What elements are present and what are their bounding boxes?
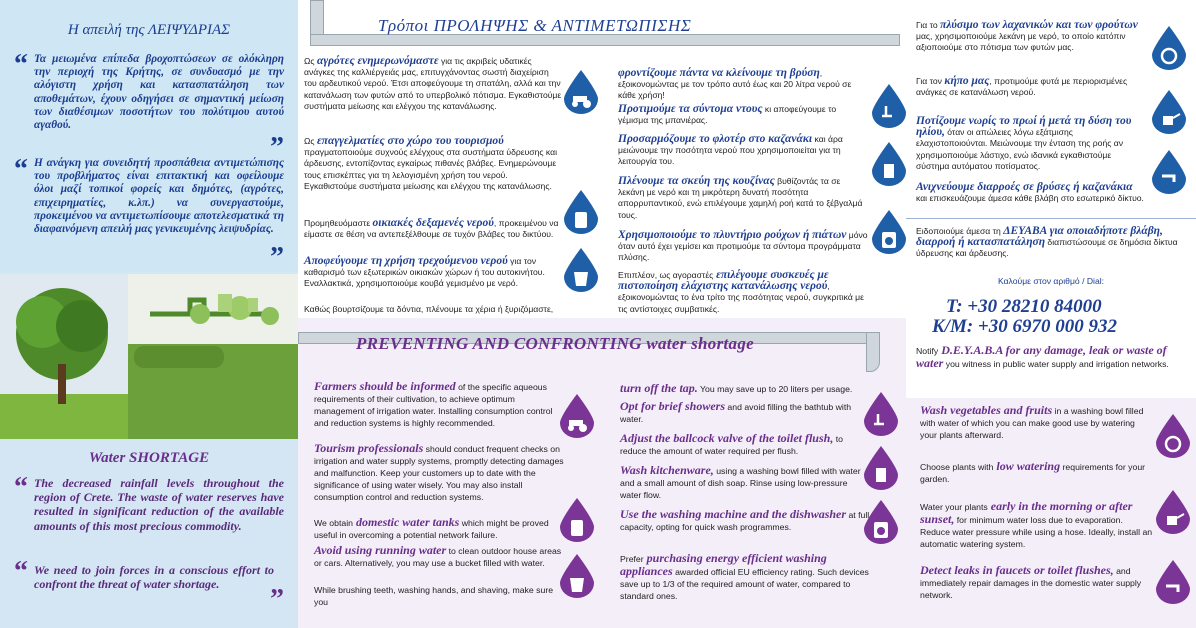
toilet-icon [872,142,906,191]
call-label: Καλούμε στον αριθμό / Dial: [997,276,1105,286]
list-item: Farmers should be informed of the specific aqueous requirements of their cultivation, to achieve optimum management of irrigation water. Installing consumption control and reduction systems is highly recommended. [314,379,553,428]
list-item: Καθώς βουρτσίζουμε τα δόντια, πλένουμε τα χέρια ή ξυριζόμαστε, [304,304,554,314]
phone-landline[interactable]: T: +30 28210 84000 [946,296,1102,317]
shower-icon [872,84,906,133]
watering-can-icon [1152,90,1186,139]
para-threat-gr-2: Η ανάγκη για συνειδητή προσπάθεια αντιμετώπισης του προβλήματος είναι επιτακτική και οφείλουμε όλοι μαζί τοπικοί φορείς και δημότες, (αγρότες, επιχειρηματίες, κ.λπ.) να συνεργαστούμε, προκειμένου να αντιμετωπίσουμε αποτελεσματικά τη διαφαινόμενη απειλή μας γενικευμένης λειψυδρίας. [34,157,284,236]
heading-threat-gr: Η απειλή της ΛΕΙΨΥΔΡΙΑΣ [67,22,231,38]
english-column-1 [314,379,564,607]
list-item: Ως αγρότες ενημερωνόμαστε για τις ακριβείς υδατικές ανάγκες της καλλιέργειάς μας, επιτυγχάνοντας σωστή διαχείριση του αρδευτικού νερού. Έτσι αποφεύγουμε τη σπατάλη, αλλά και την κατανάλωση των φυτών από το υπερβολικό πότισμα. Εγκαθιστούμε συστήματα μείωσης και ελέγχου της κατανάλωσης. [304,55,562,111]
image-strip [0,274,298,439]
water-tank-icon [560,498,594,547]
para-shortage-en-1: The decreased rainfall levels throughout the region of Crete. The waste of water reserves have resulted in significant reduction of the available amounts of this most precious commodity. [34,476,284,533]
quote-open-icon: “ [14,49,28,80]
para-threat-gr-1: Τα μειωμένα επίπεδα βροχοπτώσεων σε ολόκληρη την περιοχή της Κρήτης, σε συνδυασμό με την αλόγιστη χρήση και κατασπατάληση των αποθεμάτων, έχουν οδηγήσει σε σημαντική μείωση των διαθέσιμων ποσοτήτων του πολύτιμου αυτού αγαθού. [34,53,284,132]
title-greek: Τρόποι ΠΡΟΛΗΨΗΣ & ΑΝΤΙΜΕΤΩΠΙΣΗΣ [378,16,692,35]
list-item: Ως επαγγελματίες στο χώρο του τουρισμού πραγματοποιούμε συχνούς ελέγχους στα συστήματα ύδρευσης και άρδευσης, εντοπίζοντας εγκαίρως πιθανές βλάβες. Ενημερώνουμε τους επισκέπτες για τη λελογισμένη χρήση του νερού. Εγκαθιστούμε συστήματα μείωσης και ελέγχου της κατανάλωσης. [304,135,557,191]
notify-deyaba-gr: Ειδοποιούμε άμεσα τη ΔΕΥΑΒΑ για οποιαδήποτε βλάβη, διαρροή ή κατασπατάληση διαπιστώσουμε σε δημόσια δίκτυα ύδρευσης και άρδευσης. [916,225,1178,259]
list-item: Wash kitchenware, using a washing bowl filled with water and a small amount of dish soap. Rinse using low-pressure water flow. [620,463,861,500]
divider [906,218,1196,219]
list-item: Use the washing machine and the dishwasher at full capacity, opting for quick wash programmes. [620,507,870,532]
notify-deyaba-en: Notify D.E.Y.A.B.A for any damage, leak or waste of water you witness in public water supply and irrigation networks. [916,343,1169,370]
recycle-icon [1152,26,1186,75]
watering-can-icon [1156,490,1190,539]
list-item: Wash vegetables and fruits in a washing bowl filled with water of which you can make good use by watering your plants afterward. [920,403,1144,440]
list-item: Χρησιμοποιούμε το πλυντήριο ρούχων ή πιάτων μόνο όταν αυτό έχει γεμίσει και προτιμούμε τα σύντομα προγράμματα πλύσης. [618,229,868,263]
washing-machine-icon [872,210,906,259]
list-item: Adjust the ballcock valve of the toilet flush, to reduce the amount of water required per flush. [620,431,843,456]
list-item: Για το πλύσιμο των λαχανικών και των φρούτων μας, χρησιμοποιούμε λεκάνη με νερό, το οποίο κατόπιν αξιοποιούμε στο πότισμα των φυτών μας. [916,19,1138,53]
greek-column-1 [304,56,562,316]
list-item: Water your plants early in the morning or after sunset, for minimum water loss due to evaporation. Reduce water pressure while using a hose. Ideally, install an automatic watering system. [920,499,1153,549]
list-item: Ανιχνεύουμε διαρροές σε βρύσες ή καζανάκια και επισκευάζουμε άμεσα κάθε βλάβη στο εσωτερικό δίκτυο. [916,181,1144,204]
list-item: Προσαρμόζουμε το φλοτέρ στο καζανάκι και άρα μειώνουμε την ποσότητα νερού που χρησιμοποιείται για τη λειτουργία του. [618,133,843,167]
greek-section [298,0,906,318]
toilet-icon [864,446,898,495]
list-item: Detect leaks in faucets or toilet flushes, and immediately repair damages in the domestic water supply network. [920,563,1142,600]
list-item: Αποφεύγουμε τη χρήση τρεχούμενου νερού για τον καθαρισμό των εξωτερικών οικιακών χώρων ή του αυτοκινήτου. Εναλλακτικά, χρησιμοποιούμε κουβά γεμισμένο με νερό. [304,255,545,289]
list-item: Επιπλέον, ως αγοραστές επιλέγουμε συσκευές με πιστοποίηση ελάχιστης κατανάλωσης νερού, εξοικονομώντας το ένα τρίτο της ποσότητας νερού, συγκριτικά με τις αντίστοιχες συμβατικές. [618,269,864,314]
list-item: Πλένουμε τα σκεύη της κουζίνας βυθίζοντάς τα σε λεκάνη με νερό και τη μικρότερη δυνατή ποσότητα απορρυπαντικού, ενώ επιλέγουμε χαμηλή ροή κατά το ξέβγαλμά τους. [618,175,863,220]
english-column-3 [920,404,1154,608]
quote-open-icon: “ [14,556,28,587]
list-item: We obtain domestic water tanks which might be proved useful in overcoming a potential network failure. [314,515,549,540]
phone-mobile[interactable]: K/M: +30 6970 000 932 [932,316,1117,337]
title-english: PREVENTING AND CONFRONTING water shortage [356,334,754,353]
greek-column-3 [916,20,1146,220]
quote-close-icon: ” [270,584,284,615]
quote-open-icon: “ [14,154,28,185]
recycle-icon [1156,414,1190,463]
list-item: While brushing teeth, washing hands, and shaving, make sure you [314,585,554,607]
greek-column-2 [618,68,868,316]
washing-machine-icon [864,500,898,549]
list-item: Opt for brief showers and avoid filling the bathtub with water. [620,399,852,424]
english-section [298,318,906,628]
illustration-tree-and-grass [0,274,298,439]
quote-open-icon: “ [14,472,28,503]
heading-shortage-en: Water SHORTAGE [88,450,210,466]
faucet-icon [1152,150,1186,199]
quote-close-icon: ” [270,242,284,273]
list-item: Προμηθευόμαστε οικιακές δεξαμενές νερού, προκειμένου να είμαστε σε θέση να αντεπεξέλθουμε σε τυχόν βλάβες του δικτύου. [304,217,559,240]
pipe-decoration [866,332,880,372]
para-shortage-en-2: We need to join forces in a conscious effort to confront the threat of water shortage. [34,563,274,592]
list-item: Avoid using running water to clean outdoor house areas or cars. Alternatively, you may use a bucket filled with water. [314,543,562,568]
left-panel [0,0,298,628]
list-item: Choose plants with low watering requirements for your garden. [920,459,1146,484]
english-column-2 [620,382,870,608]
list-item: Ποτίζουμε νωρίς το πρωί ή μετά τη δύση του ηλίου, όταν οι απώλειες λόγω εξάτμισης ελαχιστοποιούνται. Μειώνουμε την ένταση της ροής αν χρησιμοποιούμε λάστιχο, ενώ ιδανικά εγκαθιστούμε σύστημα αυτόματου ποτίσματος. [916,115,1132,171]
faucet-icon [1156,560,1190,609]
list-item: Προτιμούμε τα σύντομα ντους κι αποφεύγουμε το γέμισμα της μπανιέρας. [618,103,837,126]
quote-close-icon: ” [270,132,284,163]
list-item: Prefer purchasing energy efficient washing appliances awarded official EU efficiency rating. Such devices save up to 1/3 of the required amount of water, compared to standard ones. [620,551,869,601]
list-item: turn off the tap. You may save up to 20 liters per usage. [620,381,853,395]
bucket-icon [560,554,594,603]
list-item: Tourism professionals should conduct frequent checks on irrigation and water supply systems, promptly detecting damages and malfunction. Keep your customers up to date with the significance of using water wisely. You may also install consumption control and reduction systems. [314,441,564,502]
tractor-icon [560,394,594,443]
list-item: φροντίζουμε πάντα να κλείνουμε τη βρύση, εξοικονομώντας με τον τρόπο αυτό έως και 20 λίτρα νερού σε κάθε χρήση! [618,67,852,101]
shower-icon [864,392,898,441]
bucket-icon [564,248,598,297]
tractor-icon [564,70,598,119]
water-tank-icon [564,190,598,239]
right-panel [906,0,1196,628]
list-item: Για τον κήπο μας, προτιμούμε φυτά με περιορισμένες ανάγκες σε κατανάλωση νερού. [916,75,1128,98]
